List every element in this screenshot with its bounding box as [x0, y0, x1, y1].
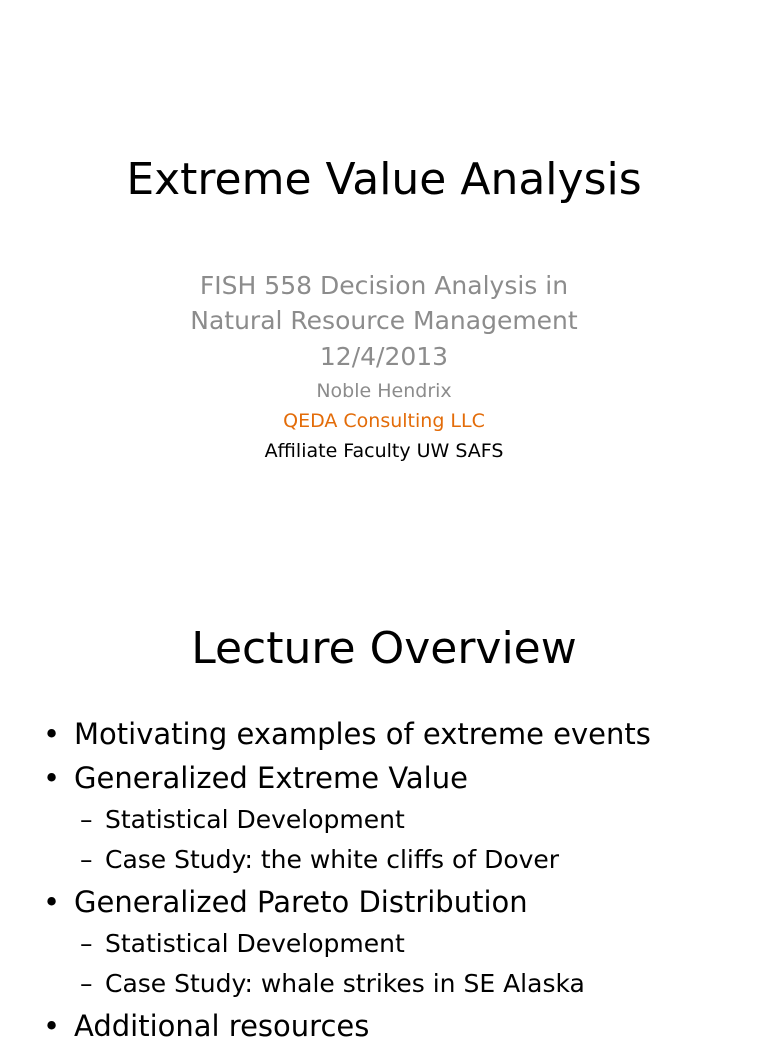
sub-bullet-text: Statistical Development: [105, 929, 405, 958]
bullet-icon: •: [43, 761, 61, 795]
sub-bullet-item: [0, 964, 768, 1004]
dash-icon: –: [80, 929, 93, 958]
author-name: Noble Hendrix: [316, 380, 452, 402]
slide-title: Extreme Value Analysis: [126, 154, 642, 205]
bullet-text: Generalized Extreme Value: [74, 761, 468, 795]
overview-bullet-list: [0, 712, 768, 1048]
sub-bullet-item: [0, 924, 768, 964]
bullet-item: [0, 1004, 768, 1048]
sub-bullet-item: [0, 800, 768, 840]
company-name: QEDA Consulting LLC: [283, 410, 485, 432]
bullet-text: Motivating examples of extreme events: [74, 717, 651, 751]
dash-icon: –: [80, 805, 93, 834]
lecture-date: 12/4/2013: [319, 342, 449, 371]
sub-bullet-text: Case Study: whale strikes in SE Alaska: [105, 969, 585, 998]
sub-bullet-text: Statistical Development: [105, 805, 405, 834]
bullet-text: Generalized Pareto Distribution: [74, 885, 528, 919]
bullet-item: [0, 756, 768, 800]
bullet-text: Additional resources: [74, 1009, 370, 1043]
dash-icon: –: [80, 845, 93, 874]
bullet-icon: •: [43, 885, 61, 919]
bullet-item: [0, 880, 768, 924]
overview-title: Lecture Overview: [191, 623, 577, 674]
sub-bullet-item: [0, 840, 768, 880]
slide-subtitle: [0, 268, 768, 466]
bullet-icon: •: [43, 717, 61, 751]
overview-slide: [0, 576, 768, 1043]
course-line-1: FISH 558 Decision Analysis in: [199, 271, 569, 300]
bullet-item: [0, 712, 768, 756]
affiliation: Affiliate Faculty UW SAFS: [264, 440, 504, 462]
sub-bullet-text: Case Study: the white cliffs of Dover: [105, 845, 560, 874]
dash-icon: –: [80, 969, 93, 998]
bullet-icon: •: [43, 1009, 61, 1043]
course-line-2: Natural Resource Management: [190, 306, 578, 335]
